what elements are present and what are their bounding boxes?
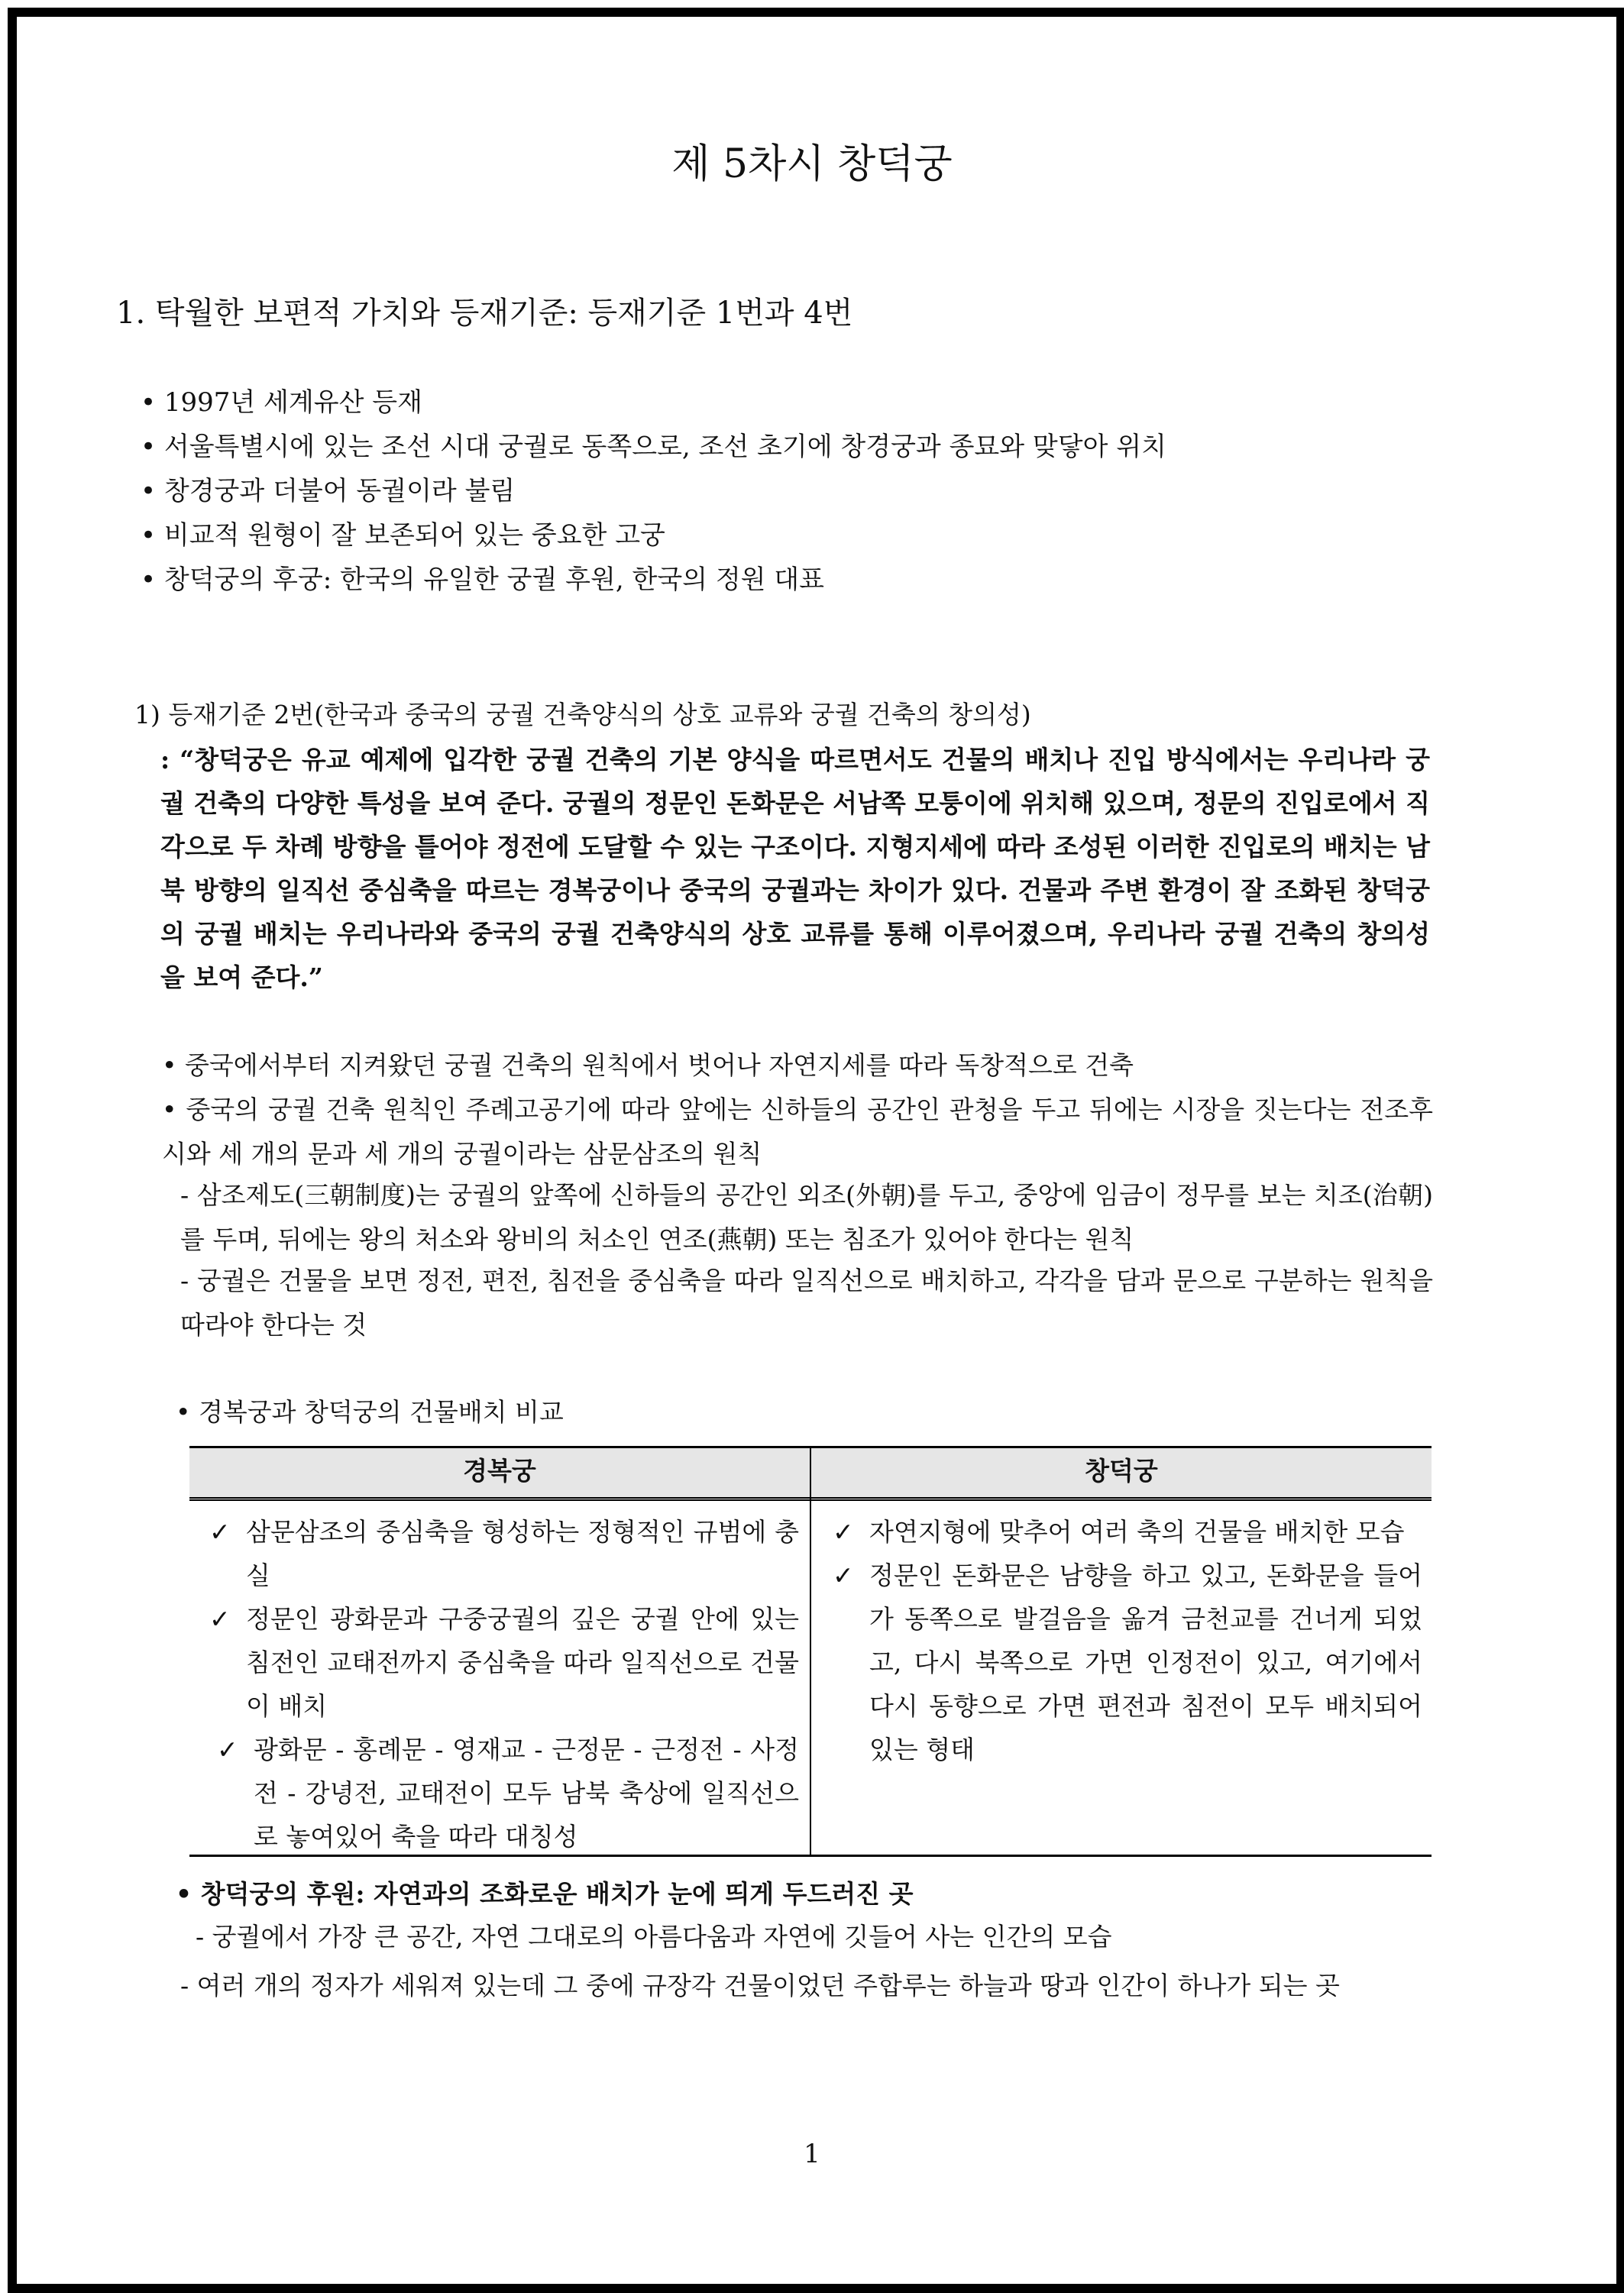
garden-heading: • 창덕궁의 후원: 자연과의 조화로운 배치가 눈에 띄게 두드러진 곳 bbox=[176, 1879, 914, 1909]
check-icon: ✓ bbox=[217, 1735, 238, 1764]
changdeokgung-cell bbox=[827, 1510, 1422, 1771]
table-cell-item: ✓ 정문인 돈화문은 남향을 하고 있고, 돈화문을 들어가 동쪽으로 발걸음을 옮겨 금천교를 건너게 되었고, 다시 북쪽으로 가면 인정전이 있고, 여기에서 다시 동향으로 가면 편전과 침전이 모두 배치되어 있는 형태 bbox=[827, 1554, 1422, 1771]
table-cell-item: ✓ 정문인 광화문과 구중궁궐의 깊은 궁궐 안에 있는 침전인 교태전까지 중심축을 따라 일직선으로 건물이 배치 bbox=[203, 1597, 799, 1728]
comparison-table bbox=[189, 1446, 1432, 1857]
page-number: 1 bbox=[804, 2139, 820, 2169]
list-item: - 여러 개의 정자가 세워져 있는데 그 중에 규장각 건물이었던 주합루는 하늘과 땅과 인간이 하나가 되는 곳 bbox=[180, 1971, 1340, 2000]
check-icon: ✓ bbox=[833, 1517, 854, 1547]
list-item: • 중국에서부터 지켜왔던 궁궐 건축의 원칙에서 벗어나 자연지세를 따라 독창적으로 건축 bbox=[162, 1050, 1134, 1080]
comparison-label: • 경복궁과 창덕궁의 건물배치 비교 bbox=[176, 1397, 564, 1427]
table-header-gyeongbokgung: 경복궁 bbox=[463, 1456, 536, 1486]
list-item: • 비교적 원형이 잘 보존되어 있는 중요한 고궁 bbox=[141, 520, 665, 551]
list-item: - 궁궐은 건물을 보면 정전, 편전, 침전을 중심축을 따라 일직선으로 배치하고, 각각을 담과 문으로 구분하는 원칙을 따라야 한다는 것 bbox=[180, 1266, 1433, 1340]
column-divider bbox=[810, 1446, 811, 1857]
check-icon: ✓ bbox=[209, 1604, 231, 1634]
list-item: • 창덕궁의 후궁: 한국의 유일한 궁궐 후원, 한국의 정원 대표 bbox=[141, 564, 824, 595]
table-cell-item: ✓ 삼문삼조의 중심축을 형성하는 정형적인 규범에 충실 bbox=[203, 1510, 799, 1597]
criterion-heading: 1) 등재기준 2번(한국과 중국의 궁궐 건축양식의 상호 교류와 궁궐 건축의 창의성) bbox=[134, 700, 1031, 729]
gyeongbokgung-cell bbox=[203, 1510, 799, 1858]
check-icon: ✓ bbox=[209, 1517, 231, 1547]
list-item: • 1997년 세계유산 등재 bbox=[141, 387, 422, 418]
list-item: - 궁궐에서 가장 큰 공간, 자연 그대로의 아름다움과 자연에 깃들어 사는 인간의 모습 bbox=[196, 1922, 1112, 1952]
table-cell-item: ✓ 자연지형에 맞추어 여러 축의 건물을 배치한 모습 bbox=[827, 1510, 1422, 1554]
table-cell-item: ✓ 광화문 - 홍례문 - 영재교 - 근정문 - 근정전 - 사정전 - 강녕전, 교태전이 모두 남북 축상에 일직선으로 놓여있어 축을 따라 대칭성 bbox=[211, 1728, 799, 1858]
criterion-quote: : “창덕궁은 유교 예제에 입각한 궁궐 건축의 기본 양식을 따르면서도 건물의 배치나 진입 방식에서는 우리나라 궁궐 건축의 다양한 특성을 보여 준다. 궁궐의 정문인 돈화문은 서남쪽 모퉁이에 위치해 있으며, 정문의 진입로에서 직각으로 두 차례 방향을 틀어야 정전에 도달할 수 있는 구조이다. 지형지세에 따라 조성된 이러한 진입로의 배치는 남북 방향의 일직선 중심축을 따르는 경복궁이나 중국의 궁궐과는 차이가 있다. 건물과 주변 환경이 잘 조화된 창덕궁의 궁궐 배치는 우리나라와 중국의 궁궐 건축양식의 상호 교류를 통해 이루어졌으며, 우리나라 궁궐 건축의 창의성을 보여 준다.” bbox=[160, 745, 1430, 992]
list-item: - 삼조제도(三朝制度)는 궁궐의 앞쪽에 신하들의 공간인 외조(外朝)를 두고, 중앙에 임금이 정무를 보는 치조(治朝)를 두며, 뒤에는 왕의 처소와 왕비의 처소인 연조(燕朝) 또는 침조가 있어야 한다는 원칙 bbox=[180, 1180, 1433, 1254]
list-item: • 창경궁과 더불어 동궐이라 불림 bbox=[141, 476, 516, 506]
list-item: • 서울특별시에 있는 조선 시대 궁궐로 동쪽으로, 조선 초기에 창경궁과 종묘와 맞닿아 위치 bbox=[141, 432, 1166, 462]
list-item: • 중국의 궁궐 건축 원칙인 주례고공기에 따라 앞에는 신하들의 공간인 관청을 두고 뒤에는 시장을 짓는다는 전조후시와 세 개의 문과 세 개의 궁궐이라는 삼문삼조의 원칙 bbox=[162, 1095, 1433, 1169]
page-title: 제 5차시 창덕궁 bbox=[671, 141, 953, 187]
table-header-changdeokgung: 창덕궁 bbox=[1085, 1456, 1158, 1486]
heritage-bullet-list bbox=[141, 380, 1166, 602]
check-icon: ✓ bbox=[833, 1560, 854, 1590]
section-heading: 1. 탁월한 보편적 가치와 등재기준: 등재기준 1번과 4번 bbox=[116, 296, 853, 331]
